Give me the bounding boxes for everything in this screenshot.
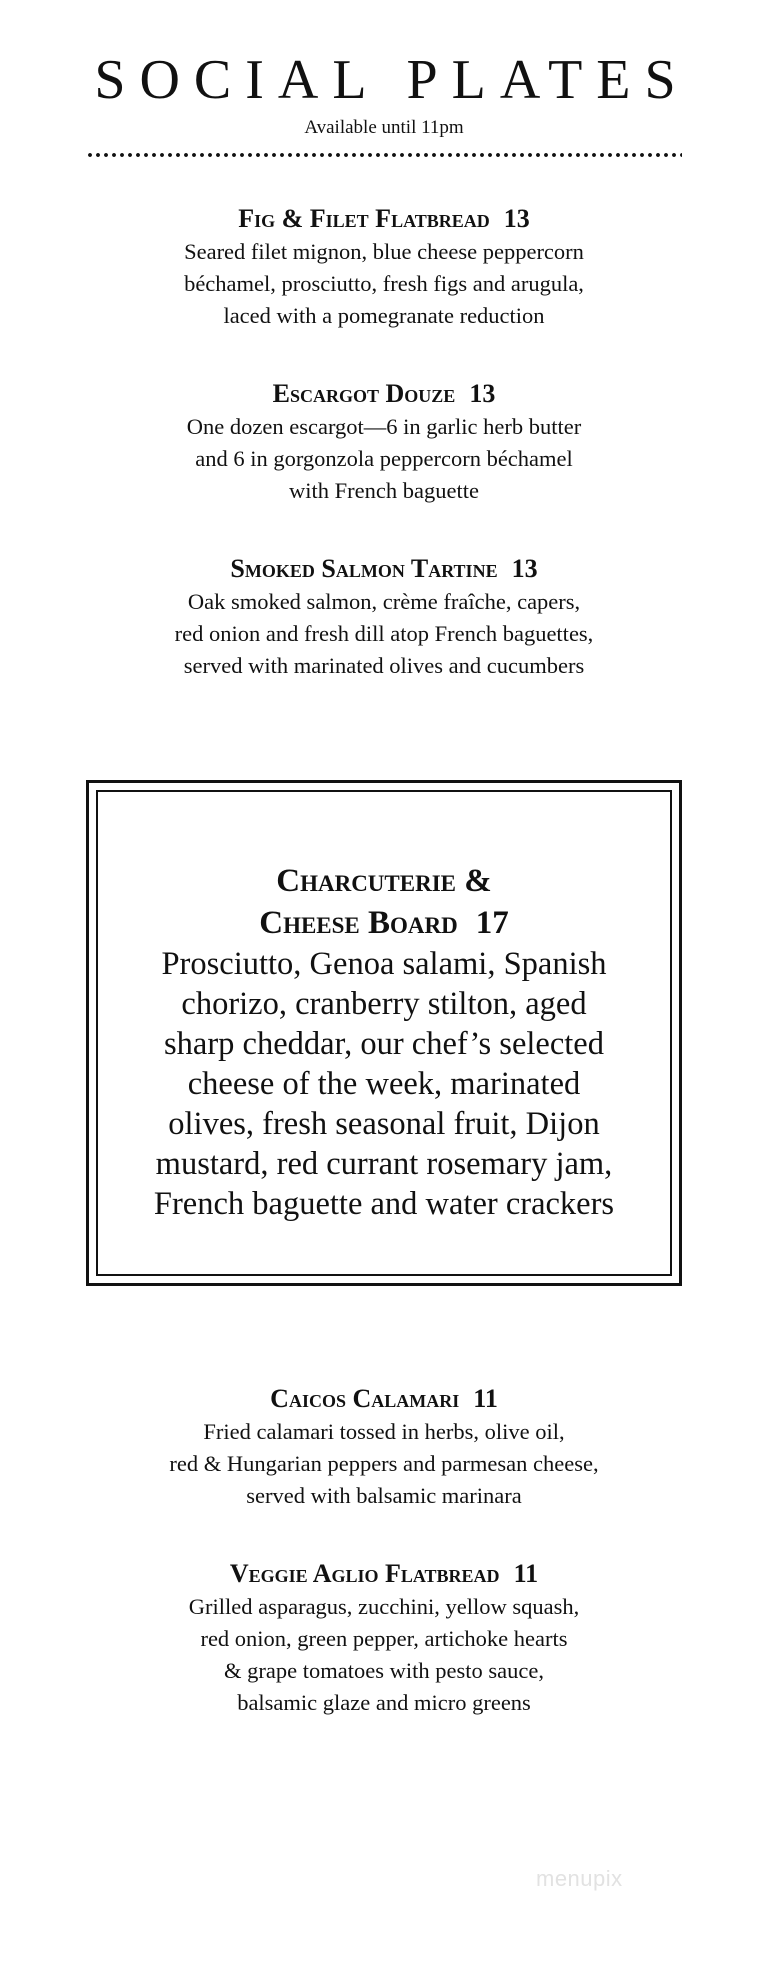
dotted-divider [86,151,682,159]
menu-item-description [84,1591,684,1719]
description-line: & grape tomatoes with pesto sauce, [224,1658,544,1683]
description-line: Prosciutto, Genoa salami, Spanish [161,946,607,982]
featured-item-description [118,944,650,1224]
description-line: Oak smoked salmon, crème fraîche, capers, [187,589,581,614]
menu-item-price: 11 [513,1559,539,1588]
menu-item-price: 13 [503,204,530,233]
menu-item-smoked-salmon-tartine [84,552,684,682]
menu-item-veggie-aglio-flatbread [84,1557,684,1719]
menu-item-name: Smoked Salmon Tartine [230,554,498,583]
description-line: red onion, green pepper, artichoke hearts [200,1626,568,1651]
description-line: red & Hungarian peppers and parmesan cheese, [169,1451,599,1476]
menu-item-fig-filet-flatbread [84,202,684,332]
description-line: with French baguette [289,478,479,503]
featured-item-name-line1: Charcuterie & [276,863,492,899]
menu-item-name: Veggie Aglio Flatbread [229,1559,500,1588]
menu-item-name: Caicos Calamari [270,1384,460,1413]
menu-item-name: Escargot Douze [272,379,456,408]
description-line: red onion and fresh dill atop French baguettes, [174,621,594,646]
description-line: laced with a pomegranate reduction [223,303,545,328]
menu-item-description [84,411,684,507]
description-line: olives, fresh seasonal fruit, Dijon [168,1106,600,1142]
featured-item-frame [86,780,682,1286]
menu-item-heading [84,377,684,411]
description-line: served with marinated olives and cucumbers [183,653,585,678]
menu-item-price: 11 [473,1384,498,1413]
menu-item-description [84,586,684,682]
description-line: sharp cheddar, our chef’s selected [164,1026,604,1062]
description-line: béchamel, prosciutto, fresh figs and arugula, [184,271,584,296]
description-line: cheese of the week, marinated [187,1066,581,1102]
description-line: balsamic glaze and micro greens [237,1690,531,1715]
description-line: French baguette and water crackers [153,1186,615,1222]
menu-item-caicos-calamari [84,1382,684,1512]
menu-item-heading [84,202,684,236]
menu-item-name: Fig & Filet Flatbread [238,204,490,233]
description-line: Seared filet mignon, blue cheese peppercorn [184,239,584,264]
menu-item-heading [84,1557,684,1591]
menu-item-heading [84,552,684,586]
description-line: and 6 in gorgonzola peppercorn béchamel [195,446,573,471]
description-line: Fried calamari tossed in herbs, olive oil, [203,1419,565,1444]
featured-item-price: 17 [475,905,509,941]
featured-item-inner-frame [96,790,672,1276]
description-line: mustard, red currant rosemary jam, [155,1146,613,1182]
menu-item-escargot-douze [84,377,684,507]
description-line: served with balsamic marinara [246,1483,522,1508]
availability-note: Available until 11pm [304,117,464,138]
featured-item-heading [98,860,670,944]
watermark-logo: menupix [536,1866,623,1891]
menu-item-description [84,1416,684,1512]
description-line: chorizo, cranberry stilton, aged [181,986,587,1022]
description-line: Grilled asparagus, zucchini, yellow squash, [188,1594,580,1619]
menu-item-price: 13 [511,554,538,583]
description-line: One dozen escargot—6 in garlic herb butter [186,414,582,439]
menu-item-price: 13 [469,379,496,408]
menu-item-description [84,236,684,332]
menu-item-heading [84,1382,684,1416]
featured-item-name-line2: Cheese Board [259,905,458,941]
page-title: SOCIAL PLATES [94,49,690,111]
